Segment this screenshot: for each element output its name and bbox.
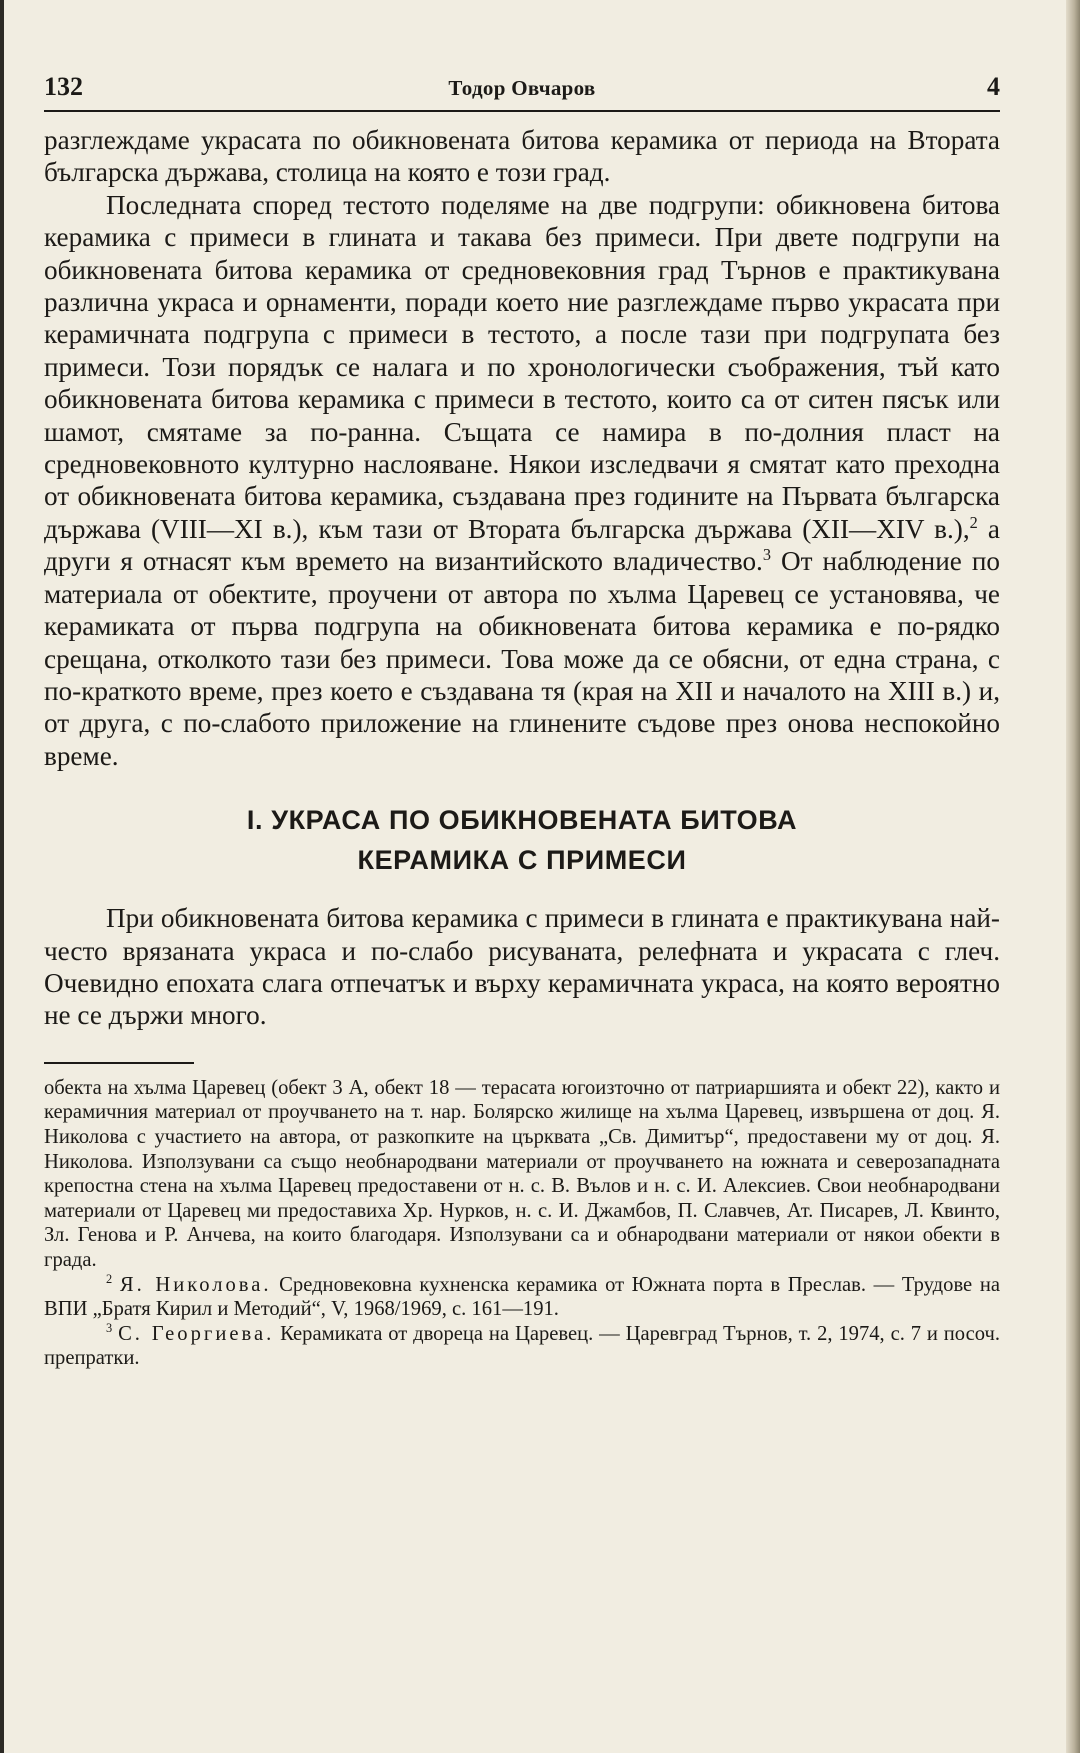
page-edge-left	[0, 0, 4, 1753]
footnote-text: Керамиката от двореца на Царевец. — Царевград Търнов, т. 2, 1974, с. 7 и посоч. препратки.	[44, 1322, 1000, 1370]
paragraph-text: От наблюдение по материала от обектите, проучени от автора по хълма Царевец се установява, че керамиката от първа подгрупа на обикновената битова керамика е по-рядко срещана, отколкото тази без примеси. Това може да се обясни, от една страна, с по-краткото време, през което е създавана тя (края на XII и началото на XIII в.) и, от друга, с по-слабото приложение на глинените съдове през онова неспокойно време.	[44, 546, 1000, 771]
section-heading	[44, 800, 1000, 880]
paragraph-text: Последната според тестото поделяме на две подгрупи: обикновена битова керамика с примеси в глината и такава без примеси. При двете подгрупи на обикновената битова керамика от средновековния град Търнов е практикувана различна украса и орнаменти, поради което ние разглеждаме първо украсата при керамичната подгрупа с примеси в тестото, а после тази при подгрупата без примеси. Този порядък се налага и по хронологически съображения, тъй като обикновената битова керамика с примеси в тестото, които са от ситен пясък или шамот, смятаме за по-ранна. Същата се намира в по-долния пласт на средновековното културно наслояване. Някои изследвачи я смятат като преходна от обикновената битова керамика, създавана през годините на Първата българска държава (VIII—XI в.), към тази от Втората българска държава (XII—XIV в.),	[44, 189, 1000, 544]
footnote-3	[44, 1322, 1000, 1371]
paragraph-subgroups	[44, 189, 1000, 772]
paragraph-text: а други я отнасят към времето на византийското владичество.	[44, 513, 1000, 577]
section-heading-line-1: I. УКРАСА ПО ОБИКНОВЕНАТА БИТОВА	[246, 805, 798, 836]
footnote-text: Средновековна кухненска керамика от Южната порта в Преслав. — Трудове на ВПИ „Братя Кирил и Методий“, V, 1968/1969, с. 161—191.	[44, 1273, 1000, 1321]
section-heading-line-2: КЕРАМИКА С ПРИМЕСИ	[357, 845, 687, 876]
running-title: Тодор Овчаров	[448, 76, 596, 100]
footnote-number: 3	[106, 1320, 113, 1335]
footnote-author: Я. Николова.	[119, 1273, 272, 1296]
footnote-number: 2	[106, 1271, 113, 1286]
footnote-2	[44, 1273, 1000, 1322]
footnote-ref-3: 3	[762, 545, 772, 565]
footnote-1-continuation: обекта на хълма Царевец (обект 3 А, обект 18 — терасата югоизточно от патриаршията и обект 22), както и керамичния материал от проучването на т. нар. Болярско жилище на хълма Царевец, извършена от доц. Я. Николова с участието на автора, от разкопките на църквата „Св. Димитър“, предоставени му от доц. Я. Николова. Използувани са също необнародвани материали от проучването на южната и северозападната крепостна стена на хълма Царевец предоставени от н. с. В. Вълов и н. с. И. Алексиев. Свои необнародвани материали от Царевец ми предоставиха Хр. Нурков, н. с. И. Джамбов, П. Славчев, Ат. Писарев, Л. Квинто, Зл. Генова и Р. Анчева, на които благодаря. Използувани са и обнародвани материали от някои обекти в града.	[44, 1076, 1000, 1271]
footnote-ref-2: 2	[969, 512, 978, 532]
footnotes	[44, 1076, 1000, 1371]
page-edge-right	[1066, 0, 1080, 1753]
book-page	[44, 62, 1000, 1371]
main-text	[44, 124, 1000, 1032]
page-number: 132	[44, 72, 83, 101]
paragraph-section-intro: При обикновената битова керамика с примеси в глината е практикувана най-често врязаната украса и по-слабо рисуваната, релефната и украсата с глеч. Очевидно епохата слага отпечатък и върху керамичната украса, на която вероятно не се държи много.	[44, 903, 1000, 1031]
running-header	[44, 62, 1000, 112]
footnote-separator	[44, 1062, 194, 1064]
chapter-number: 4	[987, 72, 1000, 101]
footnote-author: С. Георгиева.	[118, 1322, 275, 1345]
paragraph-continuation: разглеждаме украсата по обикновената битова керамика от периода на Втората българска държава, столица на която е този град.	[44, 125, 1000, 188]
